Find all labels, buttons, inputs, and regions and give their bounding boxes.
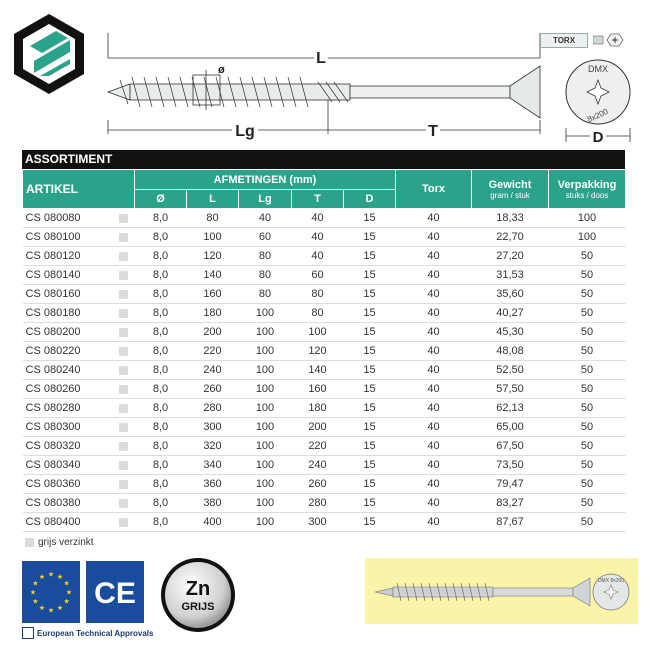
cell-pack: 50 (549, 266, 626, 285)
ce-mark-icon (86, 561, 144, 623)
cell-length: 160 (187, 285, 239, 304)
finish-swatch (119, 423, 128, 432)
finish-swatch (119, 480, 128, 489)
cell-finish-swatch (113, 475, 135, 494)
cell-length: 320 (187, 437, 239, 456)
cell-weight: 48,08 (472, 342, 549, 361)
cell-thread-length: 100 (239, 380, 292, 399)
header-diameter: Ø (135, 190, 187, 209)
dim-label-d: D (592, 129, 604, 144)
cell-pack: 50 (549, 437, 626, 456)
cell-length: 260 (187, 380, 239, 399)
cell-pack: 50 (549, 285, 626, 304)
table-row (23, 304, 626, 323)
table-row (23, 285, 626, 304)
cell-weight: 67,50 (472, 437, 549, 456)
brand-logo (12, 12, 86, 96)
finish-swatch (119, 366, 128, 375)
cell-torx: 40 (396, 456, 472, 475)
cell-pack: 50 (549, 418, 626, 437)
cell-pack: 50 (549, 513, 626, 532)
finish-swatch (119, 290, 128, 299)
cell-finish-swatch (113, 304, 135, 323)
cell-weight: 65,00 (472, 418, 549, 437)
screw-product-photo (365, 558, 638, 624)
table-row (23, 342, 626, 361)
cell-diameter: 8,0 (135, 247, 187, 266)
cell-shank-length: 40 (292, 228, 344, 247)
cell-length: 120 (187, 247, 239, 266)
cell-torx: 40 (396, 342, 472, 361)
cell-length: 200 (187, 323, 239, 342)
table-row (23, 361, 626, 380)
finish-swatch (119, 499, 128, 508)
cell-weight: 79,47 (472, 475, 549, 494)
header-pack-label: Verpakking (557, 178, 617, 191)
table-row (23, 323, 626, 342)
cell-shank-length: 140 (292, 361, 344, 380)
cell-shank-length: 260 (292, 475, 344, 494)
cell-artikel: CS 080260 (23, 380, 113, 399)
screw-technical-drawing (100, 30, 550, 140)
table-title: ASSORTIMENT (22, 150, 625, 169)
cell-finish-swatch (113, 456, 135, 475)
zn-subtext: GRIJS (181, 601, 215, 613)
cell-length: 280 (187, 399, 239, 418)
eu-star-icon: ★ (29, 589, 37, 597)
cell-head-diameter: 15 (344, 456, 396, 475)
eu-star-icon: ★ (47, 607, 55, 615)
cell-torx: 40 (396, 247, 472, 266)
dim-label-lg: Lg (235, 123, 255, 140)
cell-torx: 40 (396, 513, 472, 532)
cell-diameter: 8,0 (135, 399, 187, 418)
finish-swatch (119, 404, 128, 413)
cell-finish-swatch (113, 418, 135, 437)
cell-length: 400 (187, 513, 239, 532)
table-row (23, 475, 626, 494)
cell-artikel: CS 080400 (23, 513, 113, 532)
table-row (23, 380, 626, 399)
cell-torx: 40 (396, 266, 472, 285)
cell-shank-length: 240 (292, 456, 344, 475)
finish-swatch (119, 309, 128, 318)
cell-finish-swatch (113, 247, 135, 266)
cell-length: 220 (187, 342, 239, 361)
cell-shank-length: 280 (292, 494, 344, 513)
cell-artikel: CS 080180 (23, 304, 113, 323)
cell-diameter: 8,0 (135, 475, 187, 494)
cell-artikel: CS 080320 (23, 437, 113, 456)
cell-diameter: 8,0 (135, 437, 187, 456)
cell-head-diameter: 15 (344, 494, 396, 513)
cell-artikel: CS 080280 (23, 399, 113, 418)
cell-head-diameter: 15 (344, 361, 396, 380)
cell-head-diameter: 15 (344, 475, 396, 494)
cell-finish-swatch (113, 380, 135, 399)
cell-length: 180 (187, 304, 239, 323)
cell-torx: 40 (396, 399, 472, 418)
cell-finish-swatch (113, 209, 135, 228)
header-thread-length: Lg (239, 190, 292, 209)
eu-flag-icon (22, 561, 80, 623)
eu-star-icon: ★ (32, 598, 39, 606)
legend-swatch (25, 538, 34, 547)
cell-thread-length: 100 (239, 399, 292, 418)
cell-weight: 45,30 (472, 323, 549, 342)
cell-artikel: CS 080140 (23, 266, 113, 285)
table-row (23, 513, 626, 532)
cell-shank-length: 100 (292, 323, 344, 342)
cell-weight: 73,50 (472, 456, 549, 475)
screw-head-top-view (552, 52, 644, 144)
cell-shank-length: 160 (292, 380, 344, 399)
cell-torx: 40 (396, 228, 472, 247)
cell-thread-length: 100 (239, 323, 292, 342)
cell-weight: 83,27 (472, 494, 549, 513)
header-weight (472, 170, 549, 209)
cell-artikel: CS 080300 (23, 418, 113, 437)
cell-length: 140 (187, 266, 239, 285)
cell-diameter: 8,0 (135, 266, 187, 285)
cell-artikel: CS 080220 (23, 342, 113, 361)
finish-swatch (119, 328, 128, 337)
finish-swatch (119, 214, 128, 223)
dim-label-diameter: ø (218, 64, 225, 76)
header-pack (549, 170, 626, 209)
cell-weight: 35,60 (472, 285, 549, 304)
head-marking-top: DMX (588, 64, 608, 74)
cell-pack: 50 (549, 304, 626, 323)
header-head-diameter: D (344, 190, 396, 209)
cell-diameter: 8,0 (135, 456, 187, 475)
cell-head-diameter: 15 (344, 323, 396, 342)
cell-finish-swatch (113, 494, 135, 513)
cell-pack: 50 (549, 399, 626, 418)
cell-thread-length: 100 (239, 456, 292, 475)
cell-pack: 50 (549, 380, 626, 399)
eu-star-icon: ★ (56, 605, 64, 613)
cell-shank-length: 180 (292, 399, 344, 418)
cell-thread-length: 60 (239, 228, 292, 247)
cell-torx: 40 (396, 285, 472, 304)
cell-pack: 50 (549, 456, 626, 475)
cell-torx: 40 (396, 380, 472, 399)
cell-thread-length: 100 (239, 342, 292, 361)
cell-pack: 50 (549, 323, 626, 342)
cell-thread-length: 80 (239, 266, 292, 285)
cell-thread-length: 100 (239, 437, 292, 456)
cell-weight: 62,13 (472, 399, 549, 418)
cell-torx: 40 (396, 209, 472, 228)
eu-star-icon: ★ (63, 580, 70, 588)
cell-pack: 50 (549, 475, 626, 494)
cell-shank-length: 220 (292, 437, 344, 456)
table-body (23, 209, 626, 532)
photo-head-marking: DMX 8x200 (597, 578, 625, 584)
cell-diameter: 8,0 (135, 285, 187, 304)
cell-pack: 100 (549, 209, 626, 228)
cell-weight: 57,50 (472, 380, 549, 399)
eu-star-icon: ★ (56, 573, 64, 581)
cell-weight: 27,20 (472, 247, 549, 266)
cell-torx: 40 (396, 418, 472, 437)
torx-bit-icon (593, 32, 627, 48)
cell-weight: 52,50 (472, 361, 549, 380)
cell-pack: 100 (549, 228, 626, 247)
cell-shank-length: 200 (292, 418, 344, 437)
header-weight-unit: gram / stuk (490, 190, 530, 200)
cell-head-diameter: 15 (344, 228, 396, 247)
cell-torx: 40 (396, 361, 472, 380)
table-row (23, 399, 626, 418)
cell-thread-length: 100 (239, 513, 292, 532)
cell-diameter: 8,0 (135, 380, 187, 399)
table-row (23, 209, 626, 228)
cell-length: 360 (187, 475, 239, 494)
cell-thread-length: 100 (239, 475, 292, 494)
cell-head-diameter: 15 (344, 437, 396, 456)
cell-shank-length: 40 (292, 247, 344, 266)
cell-diameter: 8,0 (135, 228, 187, 247)
cell-head-diameter: 15 (344, 342, 396, 361)
cell-length: 80 (187, 209, 239, 228)
zinc-coating-badge (160, 557, 236, 633)
torx-drive-badge: TORX (540, 33, 588, 48)
cell-artikel: CS 080120 (23, 247, 113, 266)
cell-diameter: 8,0 (135, 361, 187, 380)
cell-finish-swatch (113, 266, 135, 285)
cell-artikel: CS 080200 (23, 323, 113, 342)
dim-label-l: L (316, 50, 326, 67)
cell-diameter: 8,0 (135, 304, 187, 323)
finish-swatch (119, 347, 128, 356)
eu-star-icon: ★ (38, 605, 46, 613)
finish-swatch (119, 252, 128, 261)
cell-artikel: CS 080080 (23, 209, 113, 228)
cell-thread-length: 100 (239, 361, 292, 380)
header-length: L (187, 190, 239, 209)
cell-length: 340 (187, 456, 239, 475)
cell-artikel: CS 080100 (23, 228, 113, 247)
legend (25, 537, 94, 549)
cell-thread-length: 80 (239, 285, 292, 304)
cell-length: 380 (187, 494, 239, 513)
cell-pack: 50 (549, 361, 626, 380)
header-artikel: ARTIKEL (23, 170, 135, 209)
cell-weight: 22,70 (472, 228, 549, 247)
cell-head-diameter: 15 (344, 513, 396, 532)
dim-label-t: T (428, 123, 438, 140)
finish-swatch (119, 233, 128, 242)
finish-swatch (119, 461, 128, 470)
header-torx: Torx (396, 170, 472, 209)
table-row (23, 418, 626, 437)
cell-torx: 40 (396, 437, 472, 456)
cell-finish-swatch (113, 437, 135, 456)
cell-diameter: 8,0 (135, 513, 187, 532)
legend-label: grijs verzinkt (38, 537, 94, 548)
cell-pack: 50 (549, 494, 626, 513)
cell-thread-length: 80 (239, 247, 292, 266)
cell-weight: 31,53 (472, 266, 549, 285)
cell-torx: 40 (396, 475, 472, 494)
cell-thread-length: 40 (239, 209, 292, 228)
finish-swatch (119, 442, 128, 451)
eu-star-icon: ★ (63, 598, 70, 606)
finish-swatch (119, 518, 128, 527)
cell-shank-length: 80 (292, 304, 344, 323)
eta-text: European Technical Approvals (37, 629, 154, 638)
cell-shank-length: 60 (292, 266, 344, 285)
finish-swatch (119, 271, 128, 280)
cell-head-diameter: 15 (344, 285, 396, 304)
eu-star-icon: ★ (32, 580, 39, 588)
eu-star-icon: ★ (47, 571, 55, 579)
cell-length: 300 (187, 418, 239, 437)
cell-head-diameter: 15 (344, 399, 396, 418)
cell-thread-length: 100 (239, 418, 292, 437)
table-row (23, 494, 626, 513)
head-marking-bottom: 8x200 (586, 106, 610, 125)
finish-swatch (119, 385, 128, 394)
cell-finish-swatch (113, 513, 135, 532)
assortment-table (22, 150, 625, 532)
cell-pack: 50 (549, 247, 626, 266)
cell-shank-length: 120 (292, 342, 344, 361)
eta-label (22, 627, 153, 641)
header-pack-unit: stuks / doos (565, 190, 609, 200)
cell-weight: 18,33 (472, 209, 549, 228)
cell-artikel: CS 080160 (23, 285, 113, 304)
cell-length: 100 (187, 228, 239, 247)
cell-diameter: 8,0 (135, 418, 187, 437)
cell-finish-swatch (113, 285, 135, 304)
cell-shank-length: 80 (292, 285, 344, 304)
cell-torx: 40 (396, 304, 472, 323)
table-row (23, 437, 626, 456)
cell-torx: 40 (396, 323, 472, 342)
ce-mark-text: CE (94, 577, 136, 610)
cell-thread-length: 100 (239, 304, 292, 323)
header-dimensions: AFMETINGEN (mm) (135, 170, 396, 190)
zn-text: Zn (185, 578, 211, 600)
header-weight-label: Gewicht (488, 178, 532, 191)
header-shank-length: T (292, 190, 344, 209)
table-row (23, 456, 626, 475)
cell-finish-swatch (113, 361, 135, 380)
cell-finish-swatch (113, 228, 135, 247)
cell-pack: 50 (549, 342, 626, 361)
cell-artikel: CS 080360 (23, 475, 113, 494)
cell-shank-length: 40 (292, 209, 344, 228)
eu-star-icon: ★ (38, 573, 46, 581)
cell-length: 240 (187, 361, 239, 380)
eu-star-icon: ★ (65, 589, 73, 597)
cell-weight: 40,27 (472, 304, 549, 323)
table-row (23, 228, 626, 247)
cell-artikel: CS 080340 (23, 456, 113, 475)
cell-finish-swatch (113, 342, 135, 361)
cell-head-diameter: 15 (344, 304, 396, 323)
cell-finish-swatch (113, 399, 135, 418)
checkbox-icon (22, 627, 34, 639)
cell-head-diameter: 15 (344, 418, 396, 437)
cell-diameter: 8,0 (135, 342, 187, 361)
cell-diameter: 8,0 (135, 323, 187, 342)
cell-head-diameter: 15 (344, 209, 396, 228)
cell-artikel: CS 080380 (23, 494, 113, 513)
cell-weight: 87,67 (472, 513, 549, 532)
cell-head-diameter: 15 (344, 266, 396, 285)
cell-shank-length: 300 (292, 513, 344, 532)
table-row (23, 247, 626, 266)
cell-finish-swatch (113, 323, 135, 342)
cell-artikel: CS 080240 (23, 361, 113, 380)
cell-diameter: 8,0 (135, 209, 187, 228)
cell-diameter: 8,0 (135, 494, 187, 513)
table-row (23, 266, 626, 285)
cell-head-diameter: 15 (344, 247, 396, 266)
cell-thread-length: 100 (239, 494, 292, 513)
cell-torx: 40 (396, 494, 472, 513)
cell-head-diameter: 15 (344, 380, 396, 399)
